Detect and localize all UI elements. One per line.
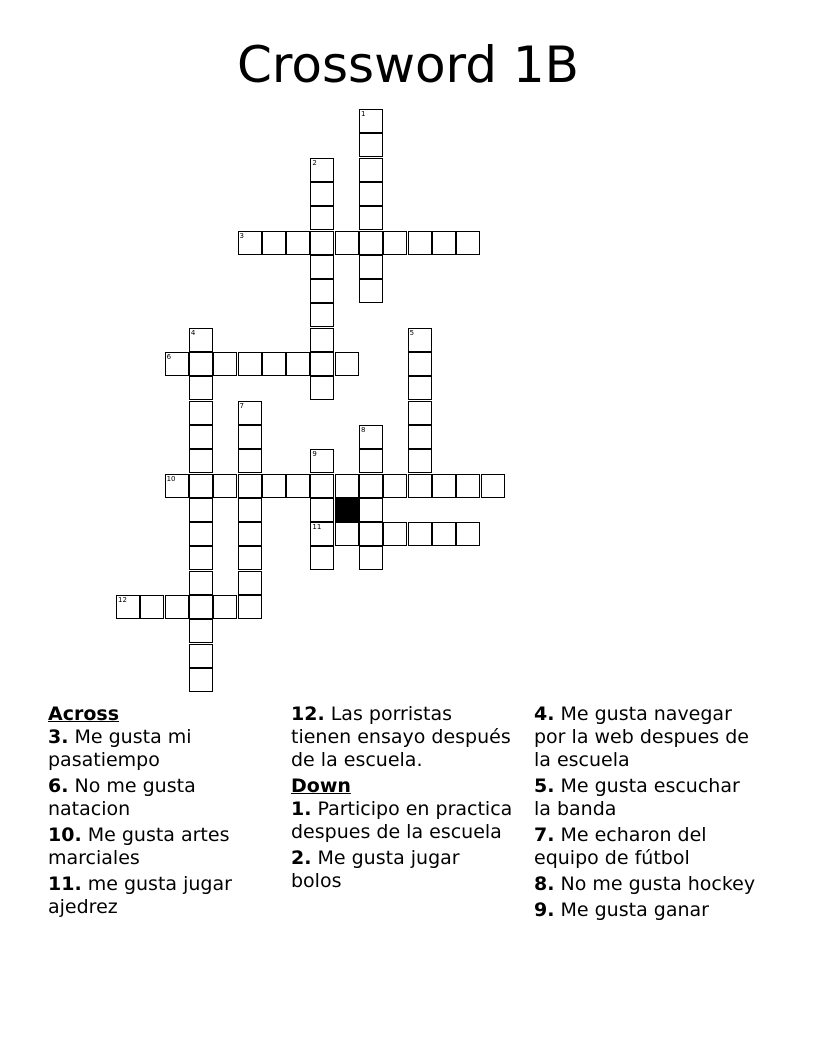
page-title: Crossword 1B [237, 36, 579, 94]
grid-cell[interactable] [359, 158, 383, 182]
grid-cell[interactable] [335, 231, 359, 255]
grid-cell[interactable] [359, 231, 383, 255]
clue-across-3: 3. Me gusta mi pasatiempo [48, 726, 192, 771]
clue-down-9: 9. Me gusta ganar [534, 899, 709, 921]
grid-cell[interactable] [262, 474, 286, 498]
grid-cell[interactable] [310, 182, 334, 206]
clue-across-11: 11. me gusta jugar ajedrez [48, 873, 232, 918]
grid-cell[interactable] [310, 376, 334, 400]
black-cell [335, 498, 359, 522]
grid-cell[interactable] [286, 474, 310, 498]
grid-cell[interactable] [335, 352, 359, 376]
grid-cell[interactable] [262, 231, 286, 255]
grid-cell[interactable] [359, 522, 383, 546]
grid-cell[interactable] [189, 522, 213, 546]
grid-cell[interactable] [383, 474, 407, 498]
grid-cell[interactable] [189, 619, 213, 643]
grid-cell[interactable] [189, 376, 213, 400]
clue-number: 10 [166, 474, 176, 483]
grid-cell[interactable] [310, 522, 334, 546]
grid-cell[interactable] [432, 522, 456, 546]
grid-cell[interactable] [116, 595, 140, 619]
grid-cell[interactable] [335, 474, 359, 498]
grid-cell[interactable] [383, 231, 407, 255]
grid-cell[interactable] [359, 279, 383, 303]
clue-down-5: 5. Me gusta escuchar la banda [534, 775, 740, 820]
grid-cell[interactable] [262, 352, 286, 376]
grid-cell[interactable] [310, 231, 334, 255]
grid-cell[interactable] [359, 449, 383, 473]
clues-column-2 [291, 703, 516, 896]
clue-number: 12 [118, 596, 127, 604]
grid-cell[interactable] [310, 352, 334, 376]
grid-cell[interactable] [238, 571, 262, 595]
clue-across-12: 12. Las porristas tienen ensayo después de la escuela. [291, 703, 511, 771]
grid-cell[interactable] [359, 206, 383, 230]
grid-cell[interactable] [359, 546, 383, 570]
grid-cell[interactable] [310, 449, 334, 473]
grid-cell[interactable] [456, 231, 480, 255]
grid-cell[interactable] [238, 474, 262, 498]
grid-cell[interactable] [359, 109, 383, 133]
grid-cell[interactable] [310, 303, 334, 327]
grid-cell[interactable] [189, 328, 213, 352]
grid-cell[interactable] [481, 474, 505, 498]
clue-across-10: 10. Me gusta artes marciales [48, 824, 230, 869]
clue-number: 4 [190, 328, 196, 337]
grid-cell[interactable] [408, 401, 432, 425]
grid-cell[interactable] [359, 133, 383, 157]
clue-down-8: 8. No me gusta hockey [534, 873, 756, 895]
grid-cell[interactable] [213, 474, 237, 498]
grid-cell[interactable] [408, 328, 432, 352]
clue-number: 5 [409, 328, 415, 337]
grid-cell[interactable] [408, 231, 432, 255]
grid-cell[interactable] [359, 474, 383, 498]
grid-cell[interactable] [383, 522, 407, 546]
grid-cell[interactable] [238, 425, 262, 449]
grid-cell[interactable] [189, 546, 213, 570]
clue-number: 11 [312, 523, 322, 532]
grid-cell[interactable] [238, 595, 262, 619]
clue-number: 2 [312, 158, 317, 167]
grid-cell[interactable] [359, 498, 383, 522]
grid-cell[interactable] [238, 522, 262, 546]
clue-number: 1 [361, 110, 366, 118]
grid-cell[interactable] [189, 474, 213, 498]
grid-cell[interactable] [165, 352, 189, 376]
grid-cell[interactable] [310, 546, 334, 570]
grid-cell[interactable] [189, 498, 213, 522]
grid-cell[interactable] [238, 231, 262, 255]
grid-cell[interactable] [310, 206, 334, 230]
grid-cell[interactable] [456, 522, 480, 546]
clue-number: 8 [361, 425, 366, 434]
grid-cell[interactable] [310, 328, 334, 352]
grid-cell[interactable] [189, 595, 213, 619]
clue-down-4: 4. Me gusta navegar por la web despues de la escuela [534, 703, 749, 771]
clue-number: 3 [239, 231, 244, 240]
grid-cell[interactable] [140, 595, 164, 619]
clue-across-6: 6. No me gusta natacion [48, 775, 196, 820]
grid-cell[interactable] [310, 474, 334, 498]
grid-cell[interactable] [238, 449, 262, 473]
grid-cell[interactable] [286, 231, 310, 255]
grid-cell[interactable] [359, 255, 383, 279]
down-heading: Down [291, 775, 351, 797]
clues-column-3 [534, 703, 759, 925]
grid-cell[interactable] [213, 595, 237, 619]
clue-number: 6 [166, 353, 172, 361]
grid-cell[interactable] [310, 498, 334, 522]
clue-down-7: 7. Me echaron del equipo de fútbol [534, 824, 707, 869]
grid-cell[interactable] [359, 425, 383, 449]
grid-cell[interactable] [408, 449, 432, 473]
grid-cell[interactable] [310, 255, 334, 279]
grid-cell[interactable] [189, 644, 213, 668]
grid-cell[interactable] [432, 231, 456, 255]
grid-cell[interactable] [359, 182, 383, 206]
grid-cell[interactable] [408, 522, 432, 546]
grid-cell[interactable] [310, 279, 334, 303]
grid-cell[interactable] [408, 376, 432, 400]
grid-cell[interactable] [189, 668, 213, 692]
grid-cell[interactable] [456, 474, 480, 498]
grid-cell[interactable] [238, 498, 262, 522]
grid-cell[interactable] [335, 522, 359, 546]
across-heading: Across [48, 703, 120, 725]
grid-cell[interactable] [165, 474, 189, 498]
grid-cell[interactable] [189, 571, 213, 595]
grid-cell[interactable] [432, 474, 456, 498]
grid-cell[interactable] [189, 401, 213, 425]
clue-number: 7 [239, 401, 244, 410]
grid-cell[interactable] [213, 352, 237, 376]
clue-down-1: 1. Participo en practica despues de la escuela [291, 798, 513, 843]
clues-column-1 [48, 703, 273, 922]
grid-cell[interactable] [408, 425, 432, 449]
grid-cell[interactable] [408, 474, 432, 498]
grid-cell[interactable] [408, 352, 432, 376]
grid-cell[interactable] [286, 352, 310, 376]
grid-cell[interactable] [189, 449, 213, 473]
grid-cell[interactable] [165, 595, 189, 619]
grid-cell[interactable] [238, 401, 262, 425]
clue-number: 9 [312, 450, 317, 459]
grid-cell[interactable] [189, 352, 213, 376]
grid-cell[interactable] [189, 425, 213, 449]
grid-cell[interactable] [238, 352, 262, 376]
grid-cell[interactable] [238, 546, 262, 570]
clue-down-2: 2. Me gusta jugar bolos [291, 847, 460, 892]
grid-cell[interactable] [310, 158, 334, 182]
